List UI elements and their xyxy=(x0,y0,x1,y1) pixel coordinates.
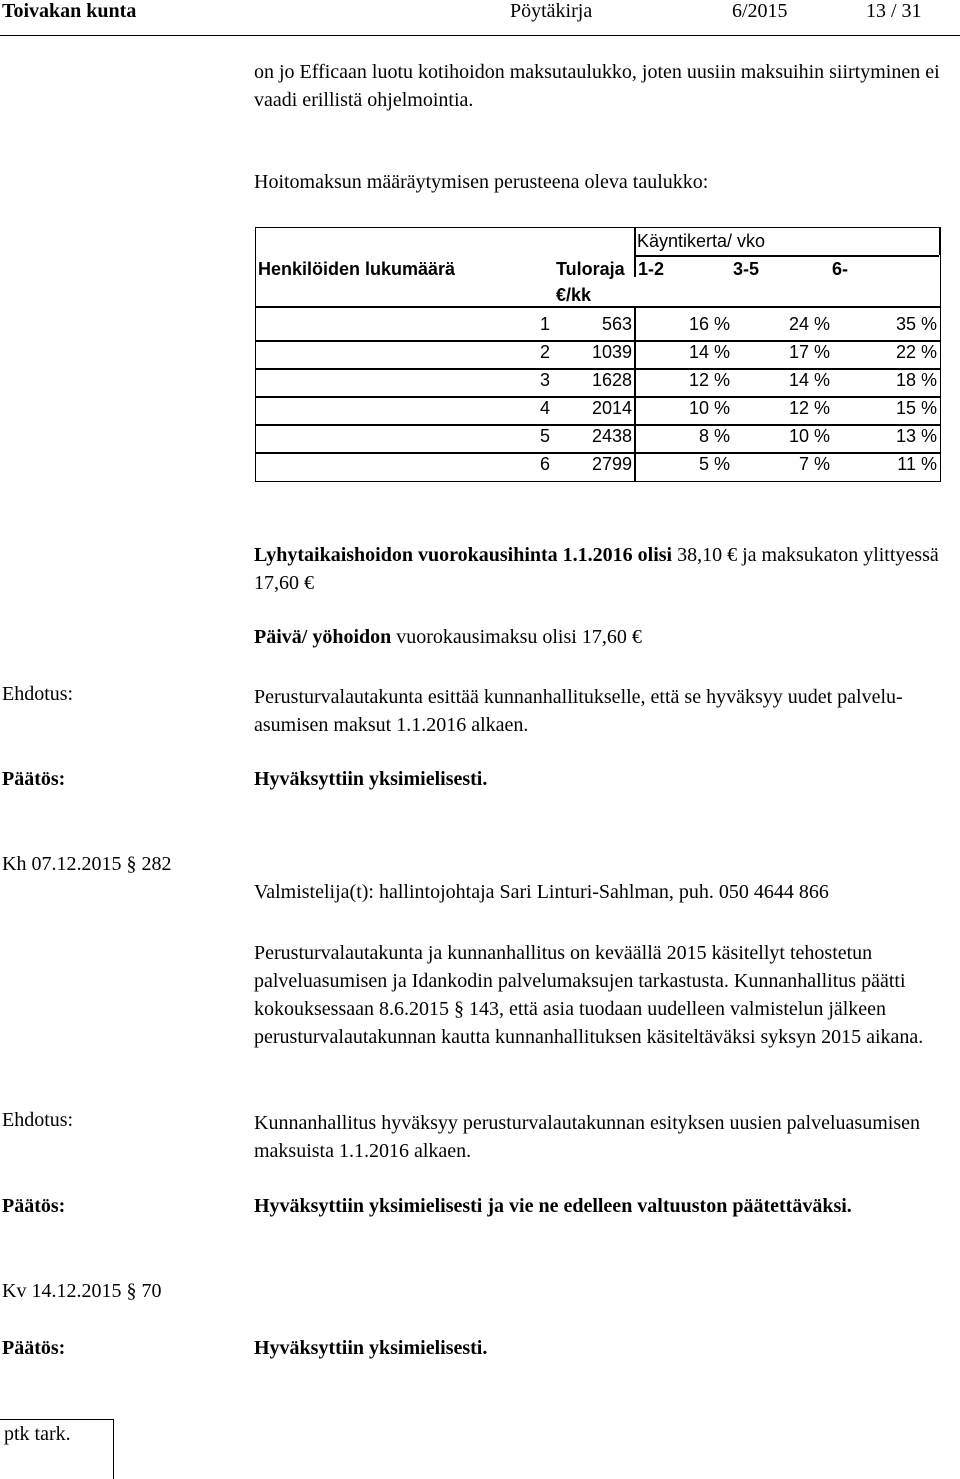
decision-text: Hyväksyttiin yksimielisesti ja vie ne edelleen valtuuston päätettäväksi. xyxy=(254,1195,852,1217)
day-night-care-label: Päivä/ yöhoidon xyxy=(254,626,392,648)
decision-text: Hyväksyttiin yksimielisesti. xyxy=(254,768,488,790)
meeting-reference: Kh 07.12.2015 § 282 xyxy=(2,853,172,875)
proposal-text: Kunnanhallitus hyväksyy perusturvalautakunnan esityksen uusien palveluasumisen maksuista 1.1.2016 alkaen. xyxy=(254,1112,920,1162)
decision-label: Päätös: xyxy=(2,768,66,790)
visits-3-5-cell: 17 % xyxy=(788,342,830,362)
decision-text: Hyväksyttiin yksimielisesti. xyxy=(254,1337,488,1359)
page-number: 13 / 31 xyxy=(866,0,922,22)
visits-6-cell: 35 % xyxy=(895,314,937,334)
visits-1-2-cell: 16 % xyxy=(688,314,730,334)
table-caption: Hoitomaksun määräytymisen perusteena oleva taulukko: xyxy=(254,171,709,193)
visits-3-5-cell: 14 % xyxy=(788,370,830,390)
grid-line xyxy=(634,255,636,277)
visits-1-2-header: 1-2 xyxy=(638,259,665,279)
visits-1-2-cell: 14 % xyxy=(688,342,730,362)
doc-number: 6/2015 xyxy=(732,0,788,22)
visits-1-2-cell: 5 % xyxy=(698,454,730,474)
visits-6-cell: 11 % xyxy=(897,454,937,474)
day-night-care-fee xyxy=(254,626,642,649)
persons-cell: 6 xyxy=(539,454,550,474)
income-cell: 2799 xyxy=(591,454,632,474)
visits-1-2-cell: 8 % xyxy=(698,426,730,446)
visits-3-5-cell: 24 % xyxy=(788,314,830,334)
visits-6-cell: 15 % xyxy=(895,398,937,418)
visits-6-cell: 18 % xyxy=(895,370,937,390)
day-night-care-text: vuorokausimaksu olisi 17,60 € xyxy=(391,626,642,648)
visits-6-cell: 13 % xyxy=(895,426,937,446)
income-cell: 1039 xyxy=(591,342,632,362)
visits-3-5-cell: 7 % xyxy=(798,454,830,474)
persons-cell: 4 xyxy=(539,398,550,418)
persons-cell: 1 xyxy=(539,314,550,334)
meeting-reference: Kv 14.12.2015 § 70 xyxy=(2,1280,162,1302)
income-cell: 1628 xyxy=(591,370,632,390)
grid-line xyxy=(634,255,939,257)
short-term-care-price xyxy=(254,541,954,597)
proposal-text: Perusturvalautakunta esittää kunnanhallitukselle, että se hyväksyy uudet palveluasumisen maksut 1.1.2016 alkaen. xyxy=(254,686,903,736)
grid-line xyxy=(634,227,636,255)
persons-header: Henkilöiden lukumäärä xyxy=(258,259,456,279)
visits-3-5-cell: 12 % xyxy=(788,398,830,418)
decision-label: Päätös: xyxy=(2,1195,66,1217)
header-divider xyxy=(0,35,960,36)
persons-cell: 5 xyxy=(539,426,550,446)
income-unit-header: €/kk xyxy=(556,285,592,305)
income-header: Tuloraja xyxy=(556,259,625,279)
grid-line xyxy=(255,306,941,308)
persons-cell: 3 xyxy=(539,370,550,390)
income-cell: 2438 xyxy=(591,426,632,446)
doc-type: Pöytäkirja xyxy=(510,0,593,22)
table-corner-mark xyxy=(939,227,941,255)
minutes-check-label: ptk tark. xyxy=(4,1423,71,1445)
visits-group-header: Käyntikerta/ vko xyxy=(637,231,766,251)
income-cell: 563 xyxy=(601,314,632,334)
visits-6-header: 6- xyxy=(832,259,849,279)
background-paragraph: Perusturvalautakunta ja kunnanhallitus on keväällä 2015 käsitellyt tehostetun palveluasumisen ja Idankodin palvelumaksujen tarkastusta. Kunnanhallitus päätti kokouksessaan 8.6.2015 § 143, että asia tuodaan uudelleen valmistelun jälkeen perusturvalautakunnan kautta kunnanhallituksen käsiteltäväksi syksyn 2015 aikana. xyxy=(254,942,924,1048)
proposal-label: Ehdotus: xyxy=(2,1109,74,1131)
grid-line xyxy=(634,306,636,482)
proposal-label: Ehdotus: xyxy=(2,683,74,705)
visits-6-cell: 22 % xyxy=(895,342,937,362)
persons-cell: 2 xyxy=(539,342,550,362)
intro-paragraph: on jo Efficaan luotu kotihoidon maksutaulukko, joten uusiin maksuihin siirtyminen ei vaadi erillistä ohjelmointia. xyxy=(254,61,940,111)
income-cell: 2014 xyxy=(591,398,632,418)
org-name: Toivakan kunta xyxy=(2,0,137,22)
decision-label: Päätös: xyxy=(2,1337,66,1359)
visits-1-2-cell: 12 % xyxy=(688,370,730,390)
visits-3-5-cell: 10 % xyxy=(788,426,830,446)
preparer-line: Valmistelija(t): hallintojohtaja Sari Linturi-Sahlman, puh. 050 4644 866 xyxy=(254,881,829,903)
visits-3-5-header: 3-5 xyxy=(733,259,760,279)
visits-1-2-cell: 10 % xyxy=(688,398,730,418)
short-term-care-text: 38,10 € ja maksukaton ylittyessä 17,60 € xyxy=(254,544,939,594)
short-term-care-label: Lyhytaikaishoidon vuorokausihinta 1.1.2016 olisi xyxy=(254,544,673,566)
